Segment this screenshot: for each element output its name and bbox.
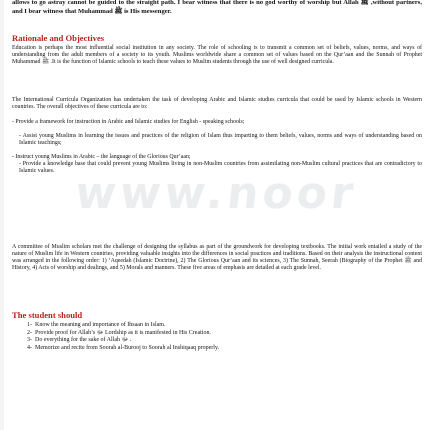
student-objectives-list (12, 322, 422, 352)
rationale-heading: Rationale and Objectives (12, 33, 105, 43)
list-item: 4- Memorize and recite from Soorah al-Burooj to Soorah al Inshiqaaq properly. (27, 344, 220, 351)
scan-edge (0, 0, 4, 430)
list-item: 2- Provide proof for Allah’s ﷻ Lordship as it is manifested in His Creation. (27, 329, 211, 336)
list-item: 1- Know the meaning and importance of Ihsaan in Islam. (27, 322, 166, 328)
watermark: www.noor (72, 168, 360, 219)
rationale-paragraph-1: Education is perhaps the most influential social institution in any society. The role of schooling is to transmit a common set of beliefs, values, norms, and ways of understanding from the adult members of a society to its youth. Muslims worldwide share a common set of values based on the Qur’aan and the Sunnah of Prophet Muhammad ﷺ .It is the function of Islamic schools to teach these values to Muslim students through the use of well designed curricula. (12, 45, 422, 66)
rationale-paragraph-3: A committee of Muslim scholars met the challenge of designing the syllabus as part of the groundwork for developing textbooks. The initial work entailed a study of the nature of Muslim life in Western countries, providing valuable insights into the differences in social practices and traditions. Based on their analysis the instructional content was arranged in the following order: 1) ‘Aqeedah (Islamic Doctrine), 2) The Glorious Qur’aan and its sciences, 3) The Sunnah, Seerah (Biography of the Prophet ﷺ and History, 4) Acts of worship and dealings, and 5) Morals and manners. These five areas of emphasis are detailed at each grade level. (12, 244, 423, 272)
intro-paragraph: allows to go astray cannot be guided to the straight path. I bear witness that there is no god worthy of worship but Allah ﷺ ,without partners, and I bear witness that Muhammad ﷺ is His messenger. (12, 0, 422, 15)
objective-item: - Instruct young Muslims in Arabic – the language of the Glorious Qur’aan; (12, 154, 191, 160)
student-heading: The student should (12, 310, 83, 320)
rationale-paragraph-2: The International Curricula Organization has undertaken the task of developing Arabic and Islamic studies curricula that could be used by Islamic schools in Western countries. The overall objectives of these curricula are to: (12, 97, 422, 111)
objective-item: - Assist young Muslims in learning the issues and practices of the religion of Islam thus imparting to them beliefs, values, norms and ways of understanding based on Islamic teachings; (19, 133, 422, 147)
objective-item: - Provide a framework for instruction in Arabic and Islamic studies for English - speaking schools; (12, 119, 245, 125)
objective-item: - Provide a knowledge base that could prevent young Muslims living in non-Muslim countries from assimilating non-Muslim cultural practices that are contradictory to Islamic values. (19, 161, 422, 175)
list-item: 3- Do everything for the sake of Allah ﷻ . (27, 337, 132, 344)
